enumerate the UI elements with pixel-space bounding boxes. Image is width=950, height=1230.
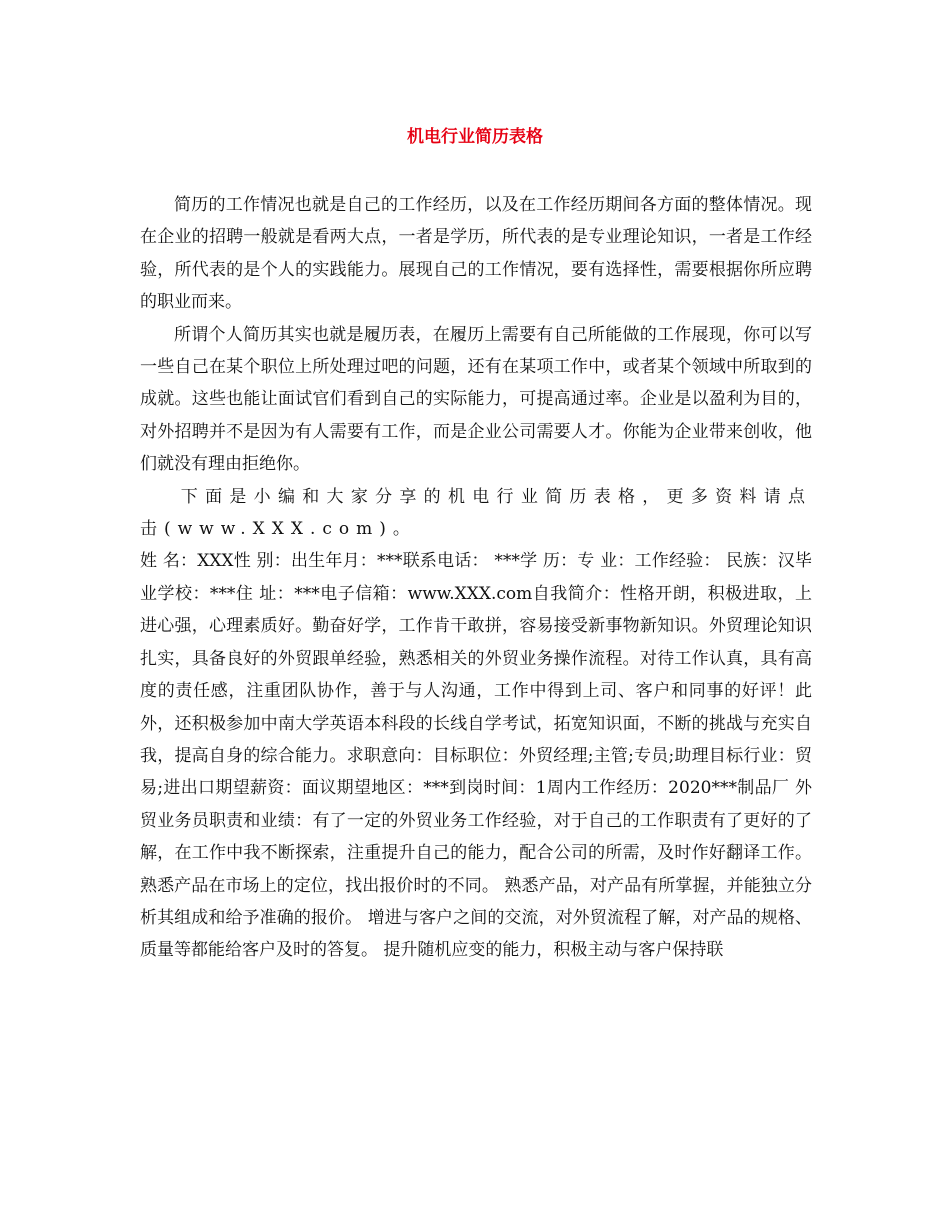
document-title: 机电行业简历表格 <box>407 127 543 147</box>
document-body <box>140 189 812 967</box>
paragraph-intro-share: 下面是小编和大家分享的机电行业简历表格，更多资料请点击(www.XXX.com)。 <box>140 486 812 540</box>
paragraph-resume-meaning: 所谓个人简历其实也就是履历表，在履历上需要有自己所能做的工作展现，你可以写一些自己在某个职位上所处理过吧的问题，还有在某项工作中，或者某个领域中所取到的成就。这些也能让面试官们看到自己的实际能力，可提高通过率。企业是以盈利为目的，对外招聘并不是因为有人需要有工作，而是企业公司需要人才。你能为企业带来创收，他们就没有理由拒绝你。 <box>140 324 812 475</box>
paragraph-resume-form: 姓 名：XXX性 别：出生年月：***联系电话： ***学 历：专 业：工作经验： 民族：汉毕业学校：***住 址：***电子信箱：www.XXX.com自我简介：性格开朗，积极进取，上进心强，心理素质好。勤奋好学，工作肯干敢拼，容易接受新事物新知识。外贸理论知识扎实，具备良好的外贸跟单经验，熟悉相关的外贸业务操作流程。对待工作认真，具有高度的责任感，注重团队协作，善于与人沟通，工作中得到上司、客户和同事的好评！此外，还积极参加中南大学英语本科段的长线自学考试，拓宽知识面，不断的挑战与充实自我，提高自身的综合能力。求职意向：目标职位：外贸经理;主管;专员;助理目标行业：贸易;进出口期望薪资：面议期望地区：***到岗时间：1周内工作经历：2020***制品厂 外贸业务员职责和业绩：有了一定的外贸业务工作经验，对于自己的工作职责有了更好的了解，在工作中我不断探索，注重提升自己的能力，配合公司的所需，及时作好翻译工作。熟悉产品在市场上的定位，找出报价时的不同。 熟悉产品，对产品有所掌握，并能独立分析其组成和给予准确的报价。 增进与客户之间的交流，对外贸流程了解，对产品的规格、质量等都能给客户及时的答复。 提升随机应变的能力，积极主动与客户保持联 <box>140 551 812 961</box>
paragraph-work-situation: 简历的工作情况也就是自己的工作经历，以及在工作经历期间各方面的整体情况。现在企业的招聘一般就是看两大点，一者是学历，所代表的是专业理论知识，一者是工作经验，所代表的是个人的实践能力。展现自己的工作情况，要有选择性，需要根据你所应聘的职业而来。 <box>140 195 812 313</box>
